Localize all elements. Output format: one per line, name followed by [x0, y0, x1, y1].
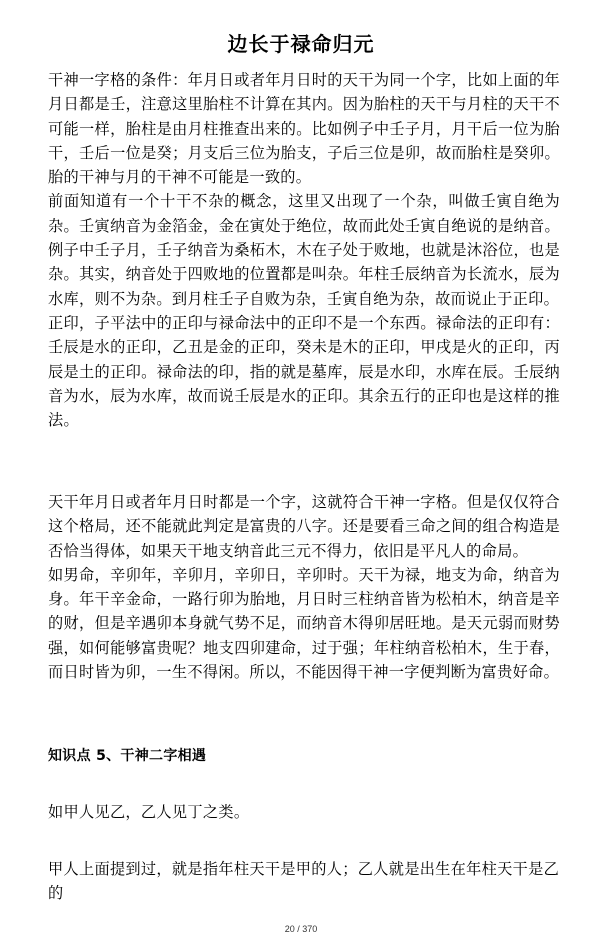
page-title: 边长于禄命归元: [227, 32, 375, 56]
paragraph: 如男命，辛卯年，辛卯月，辛卯日，辛卯时。天干为禄，地支为命，纳音为身。年干辛金命，一路行卯为胎地，月日时三柱纳音皆为松柏木，纳音是辛的财，但是辛遇卯本身就气势不足，而纳音木得卯居旺地。是天元弱而财势强，如何能够富贵呢？地支四卯建命，过于强；年柱纳音松柏木，生于春，而日时皆为卯，一生不得闲。所以，不能因得干神一字便判断为富贵好命。: [48, 565, 560, 682]
example-line: 如甲人见乙，乙人见丁之类。: [48, 803, 250, 821]
paragraph: 前面知道有一个十干不杂的概念，这里又出现了一个杂，叫做壬寅自绝为杂。壬寅纳音为金箔金，金在寅处于绝位，故而此处壬寅自绝说的是纳音。例子中壬子月，壬子纳音为桑柘木，木在子处于败地，也就是沐浴位，也是杂。其实，纳音处于四败地的位置都是叫杂。年柱壬辰纳音为长流水，辰为水库，则不为杂。到月柱壬子自败为杂，壬寅自绝为杂，故而说止于正印。: [48, 192, 560, 308]
knowledge-point-heading: 知识点 5、干神二字相遇: [48, 748, 207, 764]
paragraph: 天干年月日或者年月日时都是一个字，这就符合干神一字格。但是仅仅符合这个格局，还不能就此判定是富贵的八字。还是要看三命之间的组合构造是否恰当得体，如果天干地支纳音此三元不得力，依旧是平凡人的命局。: [48, 493, 560, 560]
last-line: 甲人上面提到过，就是指年柱天干是甲的人；乙人就是出生在年柱天干是乙的: [48, 860, 560, 903]
paragraph: 正印，子平法中的正印与禄命法中的正印不是一个东西。禄命法的正印有：壬辰是水的正印，乙丑是金的正印，癸未是木的正印，甲戌是火的正印，丙辰是土的正印。禄命法的印，指的就是墓库，辰是水印，水库在辰。壬辰纳音为水，辰为水库，故而说壬辰是水的正印。其余五行的正印也是这样的推法。: [48, 313, 560, 430]
paragraph: 干神一字格的条件：年月日或者年月日时的天干为同一个字，比如上面的年月日都是壬，注意这里胎柱不计算在其内。因为胎柱的天干与月柱的天干不可能一样，胎柱是由月柱推查出来的。比如例子中壬子月，月干后一位为胎干，壬后一位是癸；月支后三位为胎支，子后三位是卯，故而胎柱是癸卯。胎的干神与月的干神不可能是一致的。: [48, 71, 560, 187]
page-number: 20 / 370: [284, 924, 318, 934]
section-1: [48, 68, 560, 432]
section-2: [48, 490, 560, 684]
